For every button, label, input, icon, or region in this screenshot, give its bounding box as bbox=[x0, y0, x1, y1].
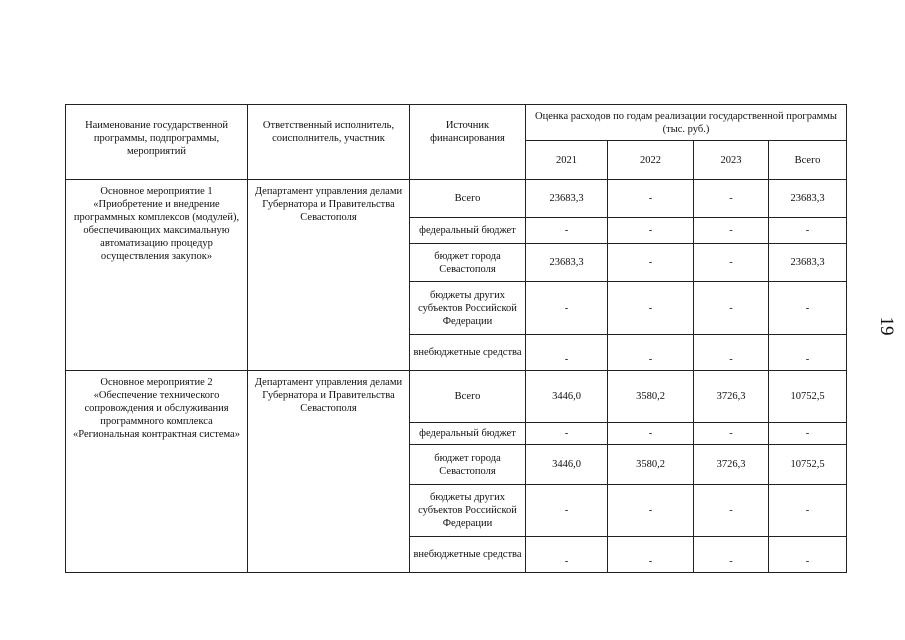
header-name: Наименование государственной программы, подпрограммы, мероприятий bbox=[66, 105, 248, 180]
value-cell: 3726,3 bbox=[694, 445, 769, 485]
header-year: 2023 bbox=[694, 141, 769, 180]
source-cell: бюджет города Севастополя bbox=[410, 244, 526, 282]
source-cell: бюджет города Севастополя bbox=[410, 445, 526, 485]
value-cell: - bbox=[526, 423, 608, 445]
value-cell: 23683,3 bbox=[769, 244, 847, 282]
value-cell: - bbox=[608, 218, 694, 244]
value-cell: 10752,5 bbox=[769, 371, 847, 423]
activity-name: Основное мероприятие 2 «Обеспечение технического сопровождения и обслуживания программного комплекса «Региональная контрактная система» bbox=[66, 371, 248, 573]
value-cell: - bbox=[608, 335, 694, 371]
header-year: 2021 bbox=[526, 141, 608, 180]
value-cell: - bbox=[608, 423, 694, 445]
header-total: Всего bbox=[769, 141, 847, 180]
value-cell: 3446,0 bbox=[526, 371, 608, 423]
value-cell: - bbox=[526, 537, 608, 573]
source-cell: внебюджетные средства bbox=[410, 335, 526, 371]
financing-table bbox=[65, 104, 847, 573]
value-cell: - bbox=[769, 282, 847, 335]
value-cell: - bbox=[769, 423, 847, 445]
value-cell: 3580,2 bbox=[608, 371, 694, 423]
value-cell: 3446,0 bbox=[526, 445, 608, 485]
value-cell: - bbox=[769, 485, 847, 537]
value-cell: - bbox=[694, 180, 769, 218]
page-number: 19 bbox=[876, 316, 897, 336]
value-cell: 23683,3 bbox=[526, 180, 608, 218]
value-cell: 10752,5 bbox=[769, 445, 847, 485]
header-estimate: Оценка расходов по годам реализации государственной программы (тыс. руб.) bbox=[526, 105, 847, 141]
source-cell: федеральный бюджет bbox=[410, 218, 526, 244]
value-cell: - bbox=[608, 537, 694, 573]
value-cell: - bbox=[526, 218, 608, 244]
table-row bbox=[66, 180, 847, 218]
activity-executor: Департамент управления делами Губернатора и Правительства Севастополя bbox=[248, 180, 410, 371]
value-cell: - bbox=[608, 244, 694, 282]
source-cell: Всего bbox=[410, 180, 526, 218]
value-cell: - bbox=[769, 537, 847, 573]
value-cell: - bbox=[608, 282, 694, 335]
value-cell: - bbox=[769, 335, 847, 371]
header-executor: Ответственный исполнитель, соисполнитель, участник bbox=[248, 105, 410, 180]
value-cell: - bbox=[608, 180, 694, 218]
value-cell: 23683,3 bbox=[769, 180, 847, 218]
value-cell: - bbox=[526, 485, 608, 537]
source-cell: бюджеты других субъектов Российской Федерации bbox=[410, 485, 526, 537]
source-cell: Всего bbox=[410, 371, 526, 423]
value-cell: - bbox=[694, 485, 769, 537]
table-row bbox=[66, 371, 847, 423]
source-cell: внебюджетные средства bbox=[410, 537, 526, 573]
activity-executor: Департамент управления делами Губернатора и Правительства Севастополя bbox=[248, 371, 410, 573]
header-year: 2022 bbox=[608, 141, 694, 180]
activity-name: Основное мероприятие 1 «Приобретение и внедрение программных комплексов (модулей), обеспечивающих максимальную автоматизацию процедур осуществления закупок» bbox=[66, 180, 248, 371]
value-cell: - bbox=[769, 218, 847, 244]
value-cell: - bbox=[694, 537, 769, 573]
value-cell: - bbox=[526, 335, 608, 371]
header-row bbox=[66, 105, 847, 141]
value-cell: - bbox=[694, 282, 769, 335]
value-cell: - bbox=[526, 282, 608, 335]
value-cell: 3580,2 bbox=[608, 445, 694, 485]
value-cell: - bbox=[694, 244, 769, 282]
value-cell: - bbox=[694, 423, 769, 445]
value-cell: - bbox=[694, 335, 769, 371]
value-cell: - bbox=[608, 485, 694, 537]
source-cell: бюджеты других субъектов Российской Федерации bbox=[410, 282, 526, 335]
value-cell: 3726,3 bbox=[694, 371, 769, 423]
value-cell: 23683,3 bbox=[526, 244, 608, 282]
header-source: Источник финансирования bbox=[410, 105, 526, 180]
value-cell: - bbox=[694, 218, 769, 244]
source-cell: федеральный бюджет bbox=[410, 423, 526, 445]
